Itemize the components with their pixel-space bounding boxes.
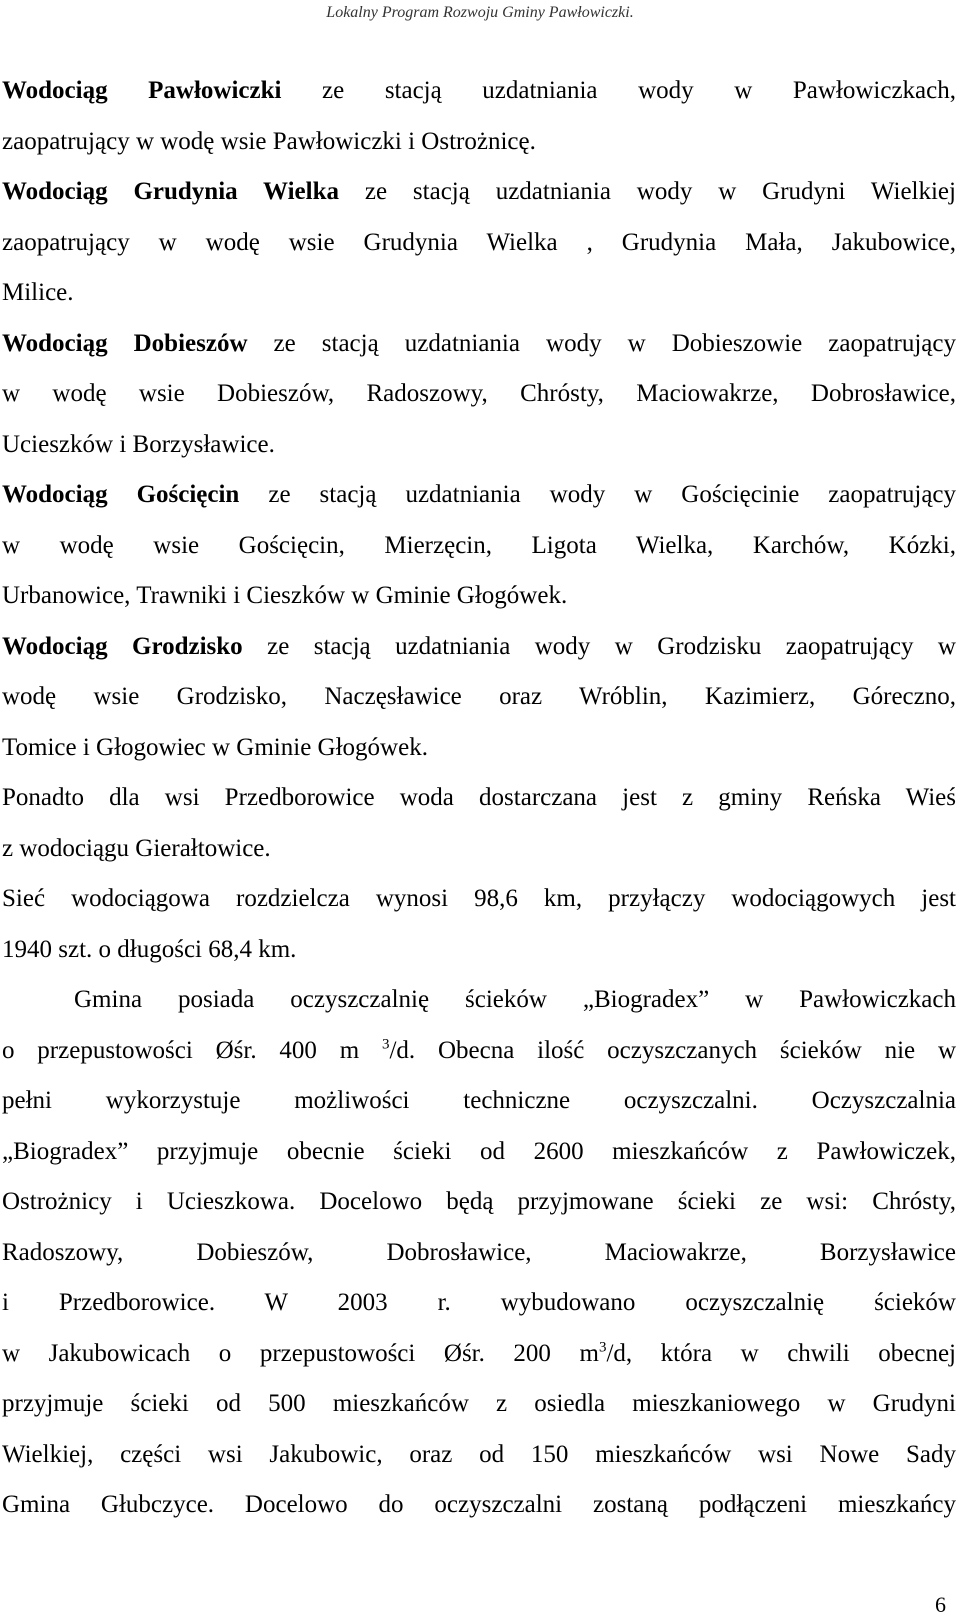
paragraph-siec-wodociagowa	[2, 874, 956, 975]
text-line: 1940 szt. o długości 68,4 km.	[2, 935, 297, 963]
running-header: Lokalny Program Rozwoju Gminy Pawłowiczki.	[326, 4, 634, 21]
text-line: Urbanowice, Trawniki i Cieszków w Gminie Głogówek.	[2, 582, 568, 609]
superscript: 3	[598, 1339, 607, 1356]
text-line: /d. Obecna ilość oczyszczanych ścieków nie w	[389, 1036, 956, 1064]
text-line: Milice.	[2, 279, 74, 306]
text-line: z wodociągu Gierałtowice.	[2, 834, 271, 862]
superscript: 3	[381, 1036, 390, 1053]
bold-term: Wodociąg Grodzisko	[2, 632, 243, 660]
document-body	[2, 66, 956, 1531]
text-line: o przepustowości Øśr. 400 m	[2, 1036, 382, 1064]
text-line: ze stacją uzdatniania wody w Gościęcinie zaopatrujący	[239, 481, 957, 508]
text-line: i Przedborowice. W 2003 r. wybudowano oczyszczalnię ścieków	[2, 1289, 956, 1316]
text-line: Ostrożnicy i Ucieszkowa. Docelowo będą przyjmowane ścieki ze wsi: Chrósty,	[2, 1188, 956, 1215]
text-line: zaopatrujący w wodę wsie Pawłowiczki i Ostrożnicę.	[2, 127, 536, 155]
text-line: ze stacją uzdatniania wody w Grodzisku zaopatrujący w	[242, 632, 956, 660]
paragraph-wodociag-dobieszow	[2, 319, 956, 471]
text-line: zaopatrujący w wodę wsie Grudynia Wielka , Grudynia Mała, Jakubowice,	[2, 228, 956, 256]
text-line: w wodę wsie Gościęcin, Mierzęcin, Ligota Wielka, Karchów, Kózki,	[2, 531, 956, 559]
bold-term: Wodociąg Pawłowiczki	[2, 77, 282, 104]
page-number: 6	[935, 1592, 946, 1617]
text-line: Ponadto dla wsi Przedborowice woda dostarczana jest z gminy Reńska Wieś	[2, 784, 956, 811]
paragraph-wodociag-goscięcin	[2, 470, 956, 622]
text-line: w wodę wsie Dobieszów, Radoszowy, Chrósty, Maciowakrze, Dobrosławice,	[2, 380, 956, 407]
text-line: przyjmuje ścieki od 500 mieszkańców z osiedla mieszkaniowego w Grudyni	[2, 1390, 956, 1417]
paragraph-przedborowice	[2, 773, 956, 874]
text-line: Ucieszków i Borzysławice.	[2, 430, 275, 458]
text-line: pełni wykorzystuje możliwości techniczne oczyszczalni. Oczyszczalnia	[2, 1087, 956, 1114]
text-line: ze stacją uzdatniania wody w Pawłowiczkach,	[281, 77, 956, 104]
text-line: Gmina posiada oczyszczalnię ścieków „Biogradex” w Pawłowiczkach	[74, 986, 956, 1013]
text-line: „Biogradex” przyjmuje obecnie ścieki od 2600 mieszkańców z Pawłowiczek,	[2, 1137, 956, 1165]
bold-term: Wodociąg Gościęcin	[2, 481, 240, 508]
paragraph-wodociag-pawlowiczki	[2, 66, 956, 167]
text-line: Radoszowy, Dobieszów, Dobrosławice, Maciowakrze, Borzysławice	[2, 1238, 956, 1266]
paragraph-wodociag-grodzisko	[2, 622, 956, 774]
bold-term: Wodociąg Grudynia Wielka	[2, 178, 339, 205]
text-line: ze stacją uzdatniania wody w Grudyni Wielkiej	[339, 178, 956, 205]
paragraph-oczyszczalnia	[2, 975, 956, 1531]
text-line: Wielkiej, części wsi Jakubowic, oraz od 150 mieszkańców wsi Nowe Sady	[2, 1440, 956, 1468]
text-line: /d, która w chwili obecnej	[606, 1339, 956, 1367]
text-line: Tomice i Głogowiec w Gminie Głogówek.	[2, 733, 428, 761]
text-line: wodę wsie Grodzisko, Naczęsławice oraz Wróblin, Kazimierz, Góreczno,	[2, 683, 956, 710]
bold-term: Wodociąg Dobieszów	[2, 329, 248, 357]
text-line: w Jakubowicach o przepustowości Øśr. 200 m	[2, 1339, 599, 1367]
paragraph-wodociag-grudynia	[2, 167, 956, 319]
text-line: Gmina Głubczyce. Docelowo do oczyszczalni zostaną podłączeni mieszkańcy	[2, 1491, 956, 1518]
text-line: ze stacją uzdatniania wody w Dobieszowie zaopatrujący	[247, 329, 956, 357]
text-line: Sieć wodociągowa rozdzielcza wynosi 98,6 km, przyłączy wodociągowych jest	[2, 885, 956, 912]
